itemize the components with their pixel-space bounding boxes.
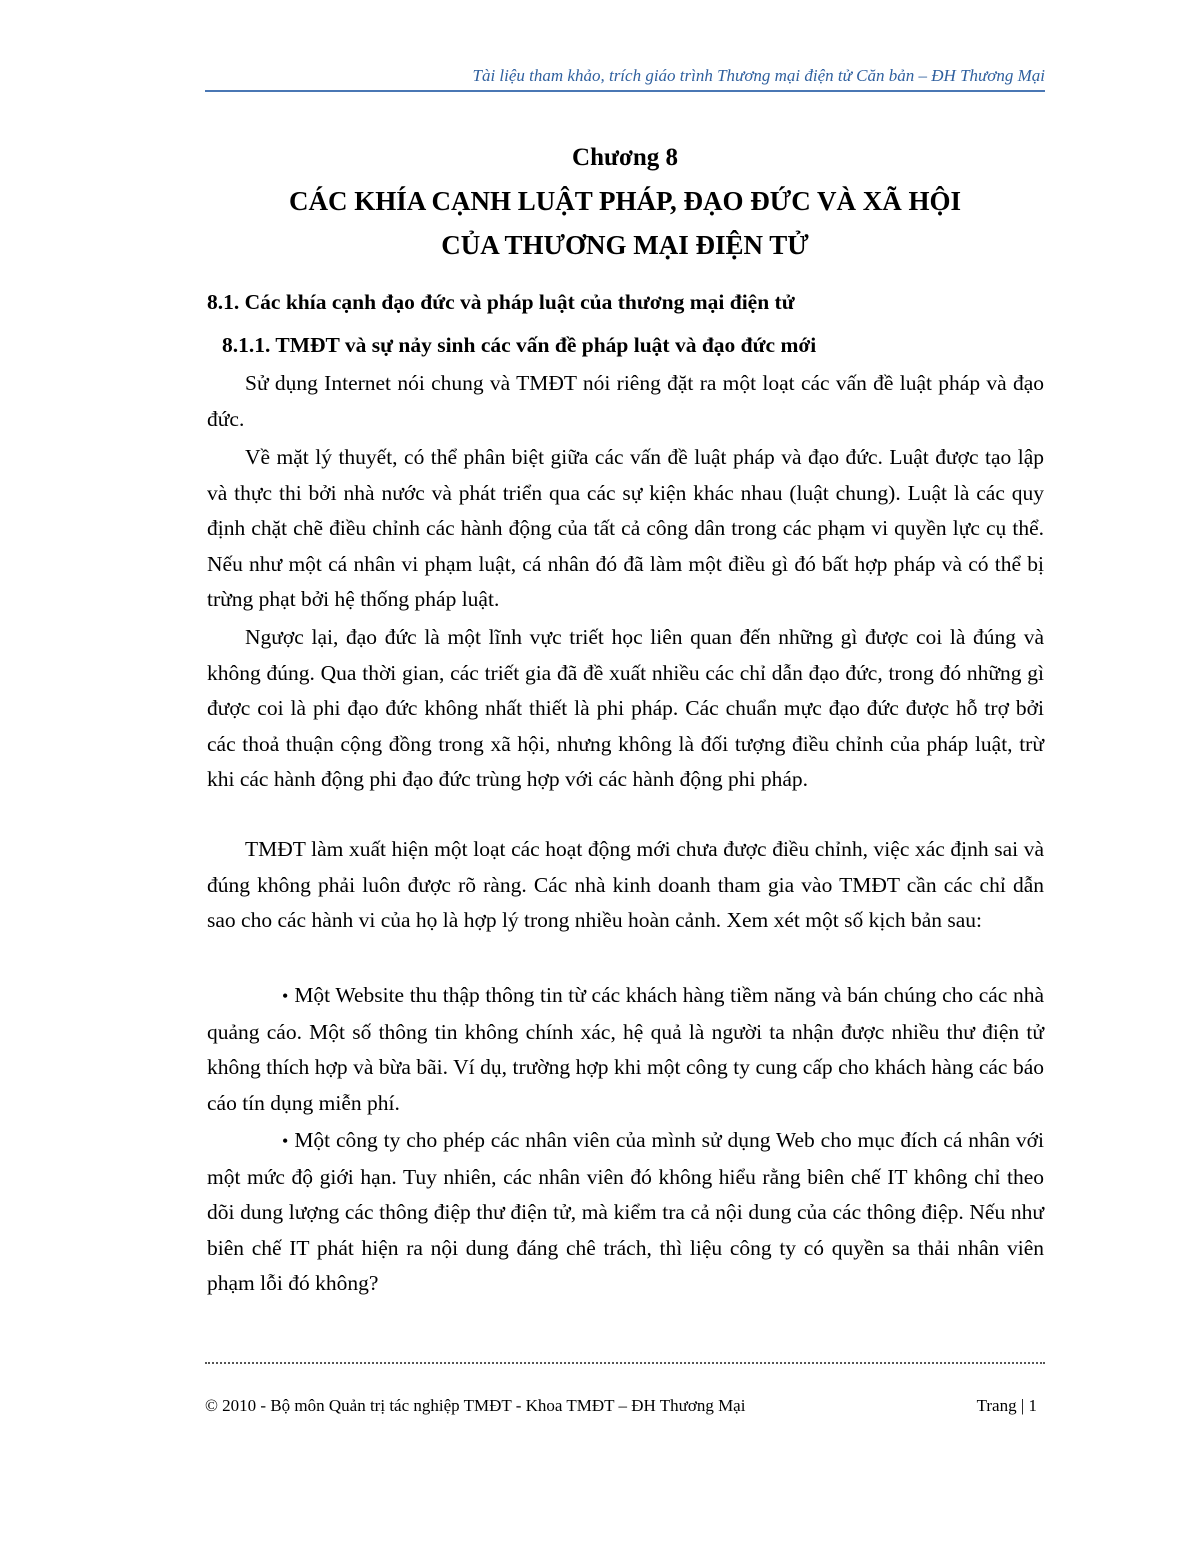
footer-copyright: © 2010 - Bộ môn Quản trị tác nghiệp TMĐT - Khoa TMĐT – ĐH Thương Mại [205, 1396, 746, 1415]
footer-divider [205, 1362, 1045, 1364]
paragraph-3: Ngược lại, đạo đức là một lĩnh vực triết học liên quan đến những gì được coi là đúng và không đúng. Qua thời gian, các triết gia đã đề xuất nhiều các chỉ dẫn đạo đức, trong đó những gì được coi là phi đạo đức không nhất thiết là phi pháp. Các chuẩn mực đạo đức được hỗ trợ bởi các thoả thuận cộng đồng trong xã hội, nhưng không là đối tượng điều chỉnh của pháp luật, trừ khi các hành động phi đạo đức trùng hợp với các hành động phi pháp. [207, 625, 1044, 791]
bullet-dot-icon: • [282, 1131, 289, 1151]
subsection-heading: 8.1.1. TMĐT và sự nảy sinh các vấn đề pháp luật và đạo đức mới [222, 333, 817, 357]
paragraph-1: Sử dụng Internet nói chung và TMĐT nói riêng đặt ra một loạt các vấn đề luật pháp và đạo đức. [207, 371, 1044, 431]
header-divider [205, 90, 1045, 92]
running-header: Tài liệu tham khảo, trích giáo trình Thương mại điện tử Căn bản – ĐH Thương Mại [472, 66, 1045, 85]
chapter-number: Chương 8 [572, 144, 678, 171]
bullet-item-2-text: Một công ty cho phép các nhân viên của mình sử dụng Web cho mục đích cá nhân với một mức độ giới hạn. Tuy nhiên, các nhân viên đó không hiểu rằng biên chế IT không chỉ theo dõi dung lượng các thông điệp thư điện tử, mà kiểm tra cả nội dung của các thông điệp. Nếu như biên chế IT phát hiện ra nội dung đáng chê trách, thì liệu công ty có quyền sa thải nhân viên phạm lỗi đó không? [207, 1128, 1044, 1295]
bullet-item-1 [207, 978, 1044, 1121]
paragraph-2: Về mặt lý thuyết, có thể phân biệt giữa các vấn đề luật pháp và đạo đức. Luật được tạo lập và thực thi bởi nhà nước và phát triển qua các sự kiện khác nhau (luật chung). Luật là các quy định chặt chẽ điều chỉnh các hành động của tất cả công dân trong các phạm vi quyền lực cụ thể. Nếu như một cá nhân vi phạm luật, cá nhân đó đã làm một điều gì đó bất hợp pháp và có thể bị trừng phạt bởi hệ thống pháp luật. [207, 445, 1044, 611]
paragraph-4: TMĐT làm xuất hiện một loạt các hoạt động mới chưa được điều chỉnh, việc xác định sai và đúng không phải luôn được rõ ràng. Các nhà kinh doanh tham gia vào TMĐT cần các chỉ dẫn sao cho các hành vi của họ là hợp lý trong nhiều hoàn cảnh. Xem xét một số kịch bản sau: [207, 837, 1044, 932]
section-heading: 8.1. Các khía cạnh đạo đức và pháp luật của thương mại điện tử [207, 290, 795, 314]
bullet-item-1-text: Một Website thu thập thông tin từ các khách hàng tiềm năng và bán chúng cho các nhà quảng cáo. Một số thông tin không chính xác, hệ quả là người ta nhận được nhiều thư điện tử không thích hợp và bừa bãi. Ví dụ, trường hợp khi một công ty cung cấp cho khách hàng các báo cáo tín dụng miễn phí. [207, 983, 1044, 1115]
chapter-title-line-2: CỦA THƯƠNG MẠI ĐIỆN TỬ [441, 230, 809, 260]
footer-page-number: Trang | 1 [976, 1396, 1037, 1415]
bullet-item-2 [207, 1123, 1044, 1302]
bullet-dot-icon: • [282, 986, 289, 1006]
chapter-title-line-1: CÁC KHÍA CẠNH LUẬT PHÁP, ĐẠO ĐỨC VÀ XÃ HỘI [288, 186, 962, 216]
